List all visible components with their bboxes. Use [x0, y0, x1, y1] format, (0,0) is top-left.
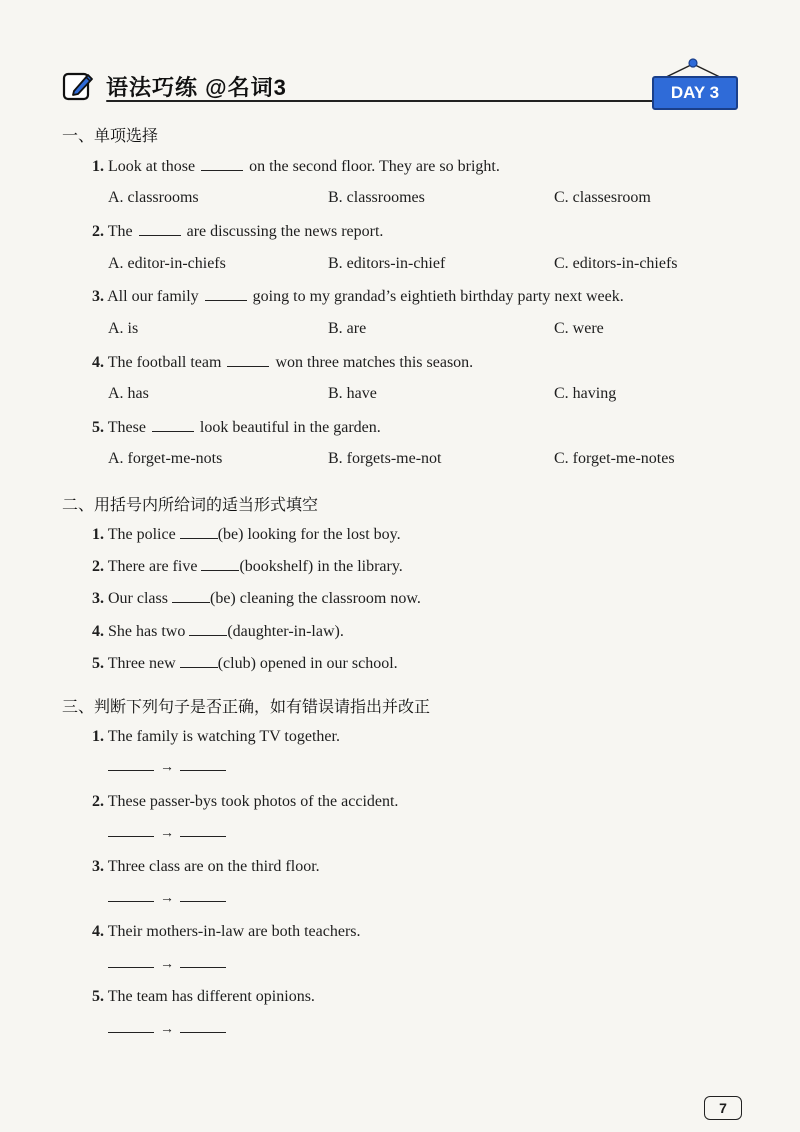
question-text: (club) opened in our school.: [217, 655, 398, 672]
wrong-word-blank[interactable]: [108, 967, 154, 968]
option-c[interactable]: C. having: [554, 385, 617, 402]
s2-question-2: [92, 557, 403, 576]
question-number: 5.: [92, 655, 104, 672]
s3-question-5: [92, 988, 315, 1006]
arrow-right-icon: →: [160, 891, 174, 906]
pencil-note-icon: [62, 70, 94, 102]
answer-blank[interactable]: [172, 589, 210, 603]
answer-blank[interactable]: [201, 157, 243, 171]
question-text: The: [107, 223, 133, 240]
question-number: 2.: [92, 558, 104, 575]
s2-question-5: [92, 654, 398, 673]
option-c[interactable]: C. forget-me-notes: [554, 450, 675, 467]
question-number: 3.: [92, 858, 104, 875]
s3-question-4: [92, 923, 361, 941]
answer-blank[interactable]: [205, 287, 247, 301]
question-text: These: [107, 419, 146, 436]
answer-blank[interactable]: [227, 353, 269, 367]
question-text: on the second floor. They are so bright.: [249, 158, 500, 175]
correction-row: [108, 957, 228, 977]
question-number: 1.: [92, 728, 104, 745]
question-text: Our class: [108, 590, 168, 607]
question-text: Their mothers-in-law are both teachers.: [107, 923, 361, 940]
answer-blank[interactable]: [201, 557, 239, 571]
correction-row: [108, 760, 228, 780]
option-c[interactable]: C. were: [554, 320, 604, 337]
question-text: look beautiful in the garden.: [199, 419, 381, 436]
answer-blank[interactable]: [139, 222, 181, 236]
question-text: Three class are on the third floor.: [107, 858, 320, 875]
page-title: 语法巧练 @名词3: [106, 75, 287, 100]
title-underline: [106, 100, 690, 102]
correct-word-blank[interactable]: [180, 836, 226, 837]
s1-question-2: [92, 222, 383, 241]
option-a[interactable]: A. classrooms: [108, 189, 199, 206]
question-text: (be) looking for the lost boy.: [217, 526, 401, 543]
question-text: The team has different opinions.: [107, 988, 315, 1005]
s2-question-3: [92, 589, 421, 608]
section3-title: 三、判断下列句子是否正确，如有错误请指出并改正: [62, 697, 431, 716]
correct-word-blank[interactable]: [180, 901, 226, 902]
question-text: The family is watching TV together.: [107, 728, 340, 745]
correction-row: [108, 1022, 228, 1042]
wrong-word-blank[interactable]: [108, 901, 154, 902]
question-number: 2.: [92, 793, 104, 810]
question-number: 5.: [92, 419, 104, 436]
question-text: (be) cleaning the classroom now.: [209, 590, 421, 607]
correct-word-blank[interactable]: [180, 1032, 226, 1033]
wrong-word-blank[interactable]: [108, 836, 154, 837]
correction-row: [108, 891, 228, 911]
wrong-word-blank[interactable]: [108, 770, 154, 771]
day-badge: DAY 3: [652, 76, 738, 110]
question-text: Three new: [107, 655, 176, 672]
question-text: All our family: [107, 288, 199, 305]
question-number: 4.: [92, 923, 104, 940]
correction-row: [108, 826, 228, 846]
question-text: (daughter-in-law).: [227, 623, 344, 640]
option-a[interactable]: A. has: [108, 385, 149, 402]
question-number: 3.: [92, 288, 104, 305]
section2-title: 二、用括号内所给词的适当形式填空: [62, 495, 319, 514]
wrong-word-blank[interactable]: [108, 1032, 154, 1033]
page-header: [62, 66, 742, 116]
arrow-right-icon: →: [160, 760, 174, 775]
s1-question-5: [92, 418, 381, 437]
answer-blank[interactable]: [180, 654, 218, 668]
question-number: 4.: [92, 354, 104, 371]
s3-question-2: [92, 793, 398, 811]
s2-question-4: [92, 622, 344, 641]
page-number: 7: [704, 1096, 742, 1120]
option-a[interactable]: A. editor-in-chiefs: [108, 255, 226, 272]
option-c[interactable]: C. classesroom: [554, 189, 651, 206]
option-b[interactable]: B. are: [328, 320, 367, 337]
question-text: There are five: [107, 558, 198, 575]
question-text: These passer-bys took photos of the accident.: [107, 793, 399, 810]
option-b[interactable]: B. classroomes: [328, 189, 425, 206]
question-text: won three matches this season.: [275, 354, 474, 371]
question-number: 2.: [92, 223, 104, 240]
question-number: 1.: [92, 158, 104, 175]
question-text: Look at those: [108, 158, 196, 175]
question-text: are discussing the news report.: [186, 223, 384, 240]
option-b[interactable]: B. forgets-me-not: [328, 450, 442, 467]
option-a[interactable]: A. is: [108, 320, 139, 337]
s3-question-3: [92, 858, 320, 876]
s2-question-1: [92, 525, 401, 544]
answer-blank[interactable]: [189, 622, 227, 636]
question-number: 1.: [92, 526, 104, 543]
arrow-right-icon: →: [160, 1022, 174, 1037]
s1-question-3: [92, 287, 624, 306]
option-a[interactable]: A. forget-me-nots: [108, 450, 223, 467]
question-text: (bookshelf) in the library.: [239, 558, 403, 575]
correct-word-blank[interactable]: [180, 770, 226, 771]
arrow-right-icon: →: [160, 826, 174, 841]
arrow-right-icon: →: [160, 957, 174, 972]
question-number: 3.: [92, 590, 104, 607]
option-b[interactable]: B. have: [328, 385, 377, 402]
question-text: going to my grandad’s eightieth birthday party next week.: [252, 288, 624, 305]
s1-question-4: [92, 353, 473, 372]
answer-blank[interactable]: [180, 525, 218, 539]
day-badge-hanger: [650, 56, 740, 120]
correct-word-blank[interactable]: [180, 967, 226, 968]
s3-question-1: [92, 728, 340, 746]
question-number: 4.: [92, 623, 104, 640]
question-text: The football team: [107, 354, 222, 371]
section1-title: 一、单项选择: [62, 126, 159, 145]
question-text: She has two: [108, 623, 186, 640]
option-c[interactable]: C. editors-in-chiefs: [554, 255, 678, 272]
question-text: The police: [107, 526, 176, 543]
option-b[interactable]: B. editors-in-chief: [328, 255, 446, 272]
answer-blank[interactable]: [152, 418, 194, 432]
question-number: 5.: [92, 988, 104, 1005]
s1-question-1: [92, 157, 500, 176]
